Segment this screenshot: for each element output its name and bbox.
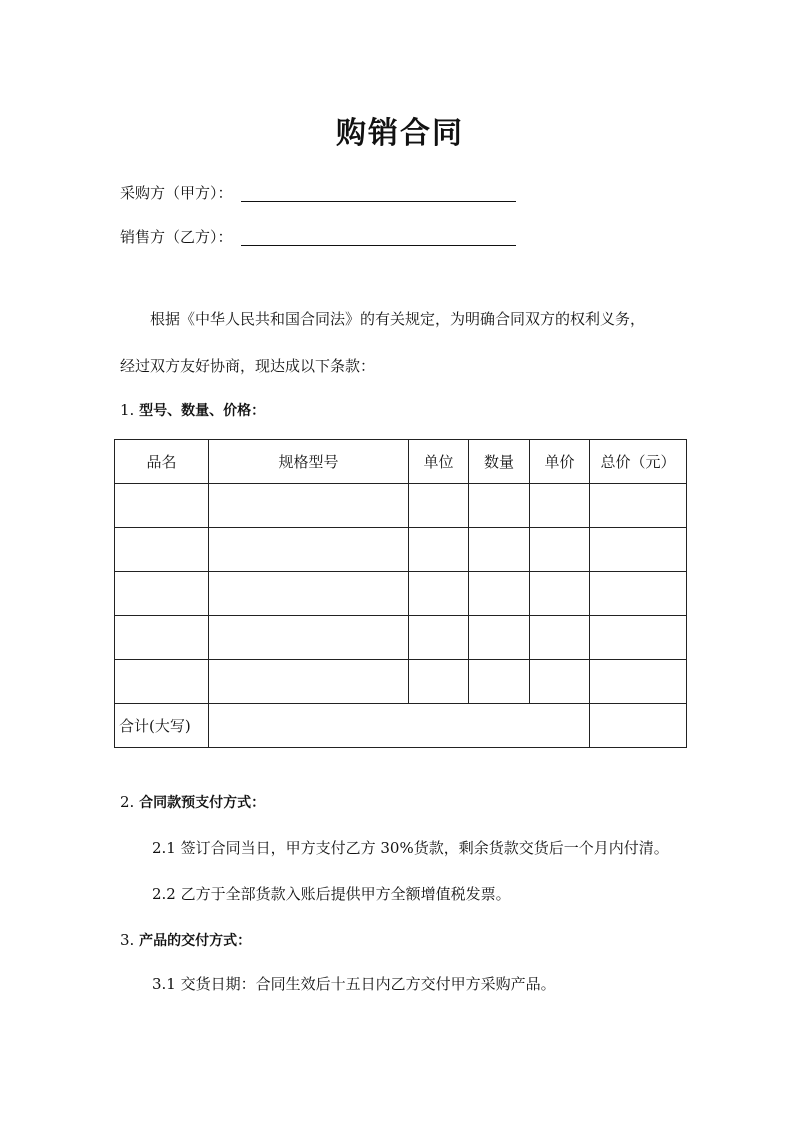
header-unit: 单位 xyxy=(409,440,469,484)
section-1-number: 1. xyxy=(120,401,135,419)
table-row xyxy=(115,484,687,528)
table-cell[interactable] xyxy=(115,572,209,616)
total-label: 合计(大写) xyxy=(115,704,209,748)
section-1-heading xyxy=(120,398,265,423)
seller-line xyxy=(120,225,233,249)
table-cell[interactable] xyxy=(409,572,469,616)
table-cell[interactable] xyxy=(115,616,209,660)
table-cell[interactable] xyxy=(115,528,209,572)
table-cell[interactable] xyxy=(530,528,590,572)
table-row xyxy=(115,572,687,616)
section-2-item-1: 2.1 签订合同当日，甲方支付乙方 30%货款，剩余货款交货后一个月内付清。 xyxy=(152,839,669,857)
page-title: 购销合同 xyxy=(336,116,464,151)
seller-blank-underline xyxy=(241,244,516,246)
goods-table xyxy=(114,439,687,748)
table-cell[interactable] xyxy=(469,484,530,528)
header-spec-model: 规格型号 xyxy=(209,440,409,484)
header-total-price: 总价（元） xyxy=(590,440,687,484)
table-cell[interactable] xyxy=(469,572,530,616)
table-cell[interactable] xyxy=(469,660,530,704)
table-header-row xyxy=(115,440,687,484)
total-amount-cell[interactable] xyxy=(590,704,687,748)
table-cell[interactable] xyxy=(469,616,530,660)
table-cell[interactable] xyxy=(409,528,469,572)
table-row xyxy=(115,660,687,704)
table-cell[interactable] xyxy=(115,660,209,704)
table-cell[interactable] xyxy=(590,484,687,528)
table-cell[interactable] xyxy=(409,660,469,704)
table-cell[interactable] xyxy=(209,616,409,660)
table-cell[interactable] xyxy=(530,616,590,660)
section-3-item-1: 3.1 交货日期：合同生效后十五日内乙方交付甲方采购产品。 xyxy=(152,975,556,993)
seller-label: 销售方（乙方）： xyxy=(120,228,233,246)
table-row xyxy=(115,616,687,660)
buyer-label: 采购方（甲方）： xyxy=(120,184,233,202)
intro-line-1: 根据《中华人民共和国合同法》的有关规定，为明确合同双方的权利义务， xyxy=(150,310,646,328)
table-cell[interactable] xyxy=(209,484,409,528)
table-cell[interactable] xyxy=(590,528,687,572)
section-2-item-2: 2.2 乙方于全部货款入账后提供甲方全额增值税发票。 xyxy=(152,885,511,903)
header-product-name: 品名 xyxy=(115,440,209,484)
table-cell[interactable] xyxy=(409,616,469,660)
section-3-heading xyxy=(120,928,251,953)
buyer-blank-underline xyxy=(241,200,516,202)
intro-line-2: 经过双方友好协商，现达成以下条款： xyxy=(120,357,376,375)
section-2-number: 2. xyxy=(120,793,135,811)
table-cell[interactable] xyxy=(115,484,209,528)
table-cell[interactable] xyxy=(530,660,590,704)
table-cell[interactable] xyxy=(209,660,409,704)
table-cell[interactable] xyxy=(590,572,687,616)
table-cell[interactable] xyxy=(530,572,590,616)
section-1-title: 型号、数量、价格： xyxy=(139,403,266,419)
table-cell[interactable] xyxy=(209,572,409,616)
header-unit-price: 单价 xyxy=(530,440,590,484)
section-3-title: 产品的交付方式： xyxy=(139,933,252,949)
total-amount-words-cell[interactable] xyxy=(209,704,590,748)
table-cell[interactable] xyxy=(590,660,687,704)
section-2-heading xyxy=(120,790,265,815)
table-row xyxy=(115,528,687,572)
section-3-number: 3. xyxy=(120,931,135,949)
table-cell[interactable] xyxy=(530,484,590,528)
table-cell[interactable] xyxy=(590,616,687,660)
table-total-row xyxy=(115,704,687,748)
section-2-title: 合同款预支付方式： xyxy=(139,795,266,811)
table-cell[interactable] xyxy=(209,528,409,572)
buyer-line xyxy=(120,181,233,205)
table-cell[interactable] xyxy=(469,528,530,572)
header-quantity: 数量 xyxy=(469,440,530,484)
table-cell[interactable] xyxy=(409,484,469,528)
